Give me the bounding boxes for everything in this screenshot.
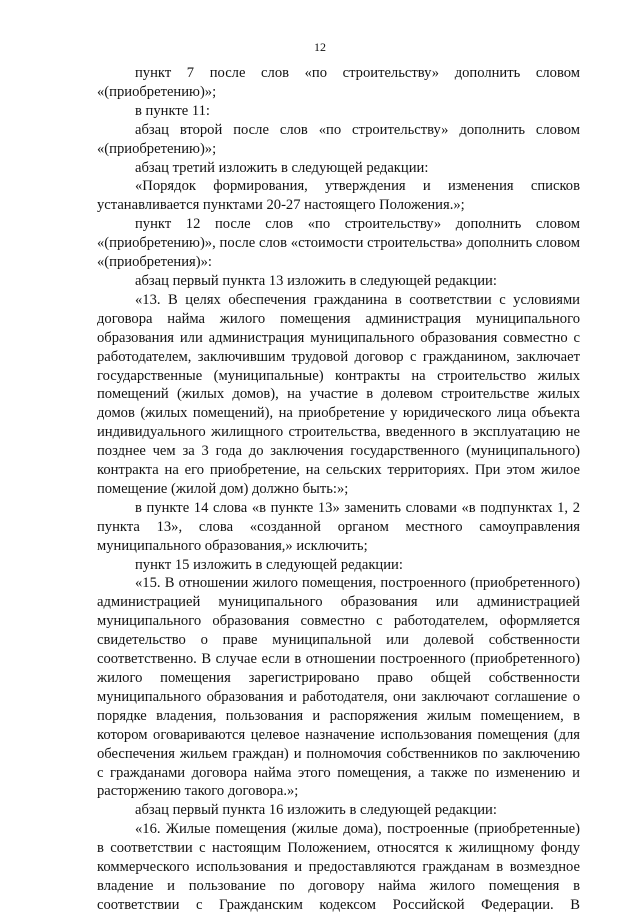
paragraph: абзац первый пункта 16 изложить в следующей редакции: <box>135 802 497 819</box>
paragraph: абзац первый пункта 13 изложить в следующей редакции: <box>135 272 497 289</box>
paragraph: абзац третий изложить в следующей редакции: <box>135 159 429 176</box>
paragraph: «16. Жилые помещения (жилые дома), построенные (приобретенные) в соответствии с настоящим Положением, относятся к жилищному фонду коммерческого использования и предоставляются гражданам в возмездное владение и пользование по договору найма жилого помещения в соответствии с Гражданским кодексом Российской Федерации. В <box>97 821 580 913</box>
paragraph: в пункте 11: <box>135 102 210 119</box>
document-body <box>97 64 580 915</box>
paragraph: абзац второй после слов «по строительству» дополнить словом «(приобретению)»; <box>97 121 580 157</box>
page-number: 12 <box>314 40 326 54</box>
paragraph: пункт 15 изложить в следующей редакции: <box>135 556 403 573</box>
paragraph: пункт 12 после слов «по строительству» дополнить словом «(приобретению)», после слов «стоимости строительства» дополнить словом «(приобретения)»: <box>97 216 580 271</box>
paragraph: в пункте 14 слова «в пункте 13» заменить словами «в подпунктах 1, 2 пункта 13», слова «созданной органом местного самоуправления муниципального образования,» исключить; <box>97 499 580 554</box>
paragraph: «13. В целях обеспечения гражданина в соответствии с условиями договора найма жилого помещения администрация муниципального образования или администрация муниципального образования совместно с работодателем, заключившим трудовой договор с гражданином, заключает государственные (муниципальные) контракты на строительство жилых помещений (жилых домов), на участие в долевом строительстве жилых домов (жилых помещений), на приобретение у юридического лица объекта индивидуального жилищного строительства, введенного в эксплуатацию не позднее чем за 3 года до заключения государственного (муниципального) контракта на его приобретение, на сельских территориях. При этом жилое помещение (жилой дом) должно быть:»; <box>97 291 580 497</box>
paragraph: пункт 7 после слов «по строительству» дополнить словом «(приобретению)»; <box>97 65 580 100</box>
paragraph: «Порядок формирования, утверждения и изменения списков устанавливается пунктами 20-27 настоящего Положения.»; <box>97 178 580 214</box>
paragraph: «15. В отношении жилого помещения, построенного (приобретенного) администрацией муниципального образования или администрацией муниципального образования совместно с работодателем, оформляется свидетельство о праве муниципальной или долевой собственности соответственно. В случае если в отношении построенного (приобретенного) жилого помещения зарегистрировано право общей собственности муниципального образования и работодателя, они заключают соглашение о порядке владения, пользования и распоряжения жилым помещением, в котором оговариваются целевое назначение использования помещения (для обеспечения жильем граждан) и полномочия собственников по заключению с гражданами договора найма этого помещения, а также по изменению и расторжению такого договора.»; <box>97 575 580 800</box>
